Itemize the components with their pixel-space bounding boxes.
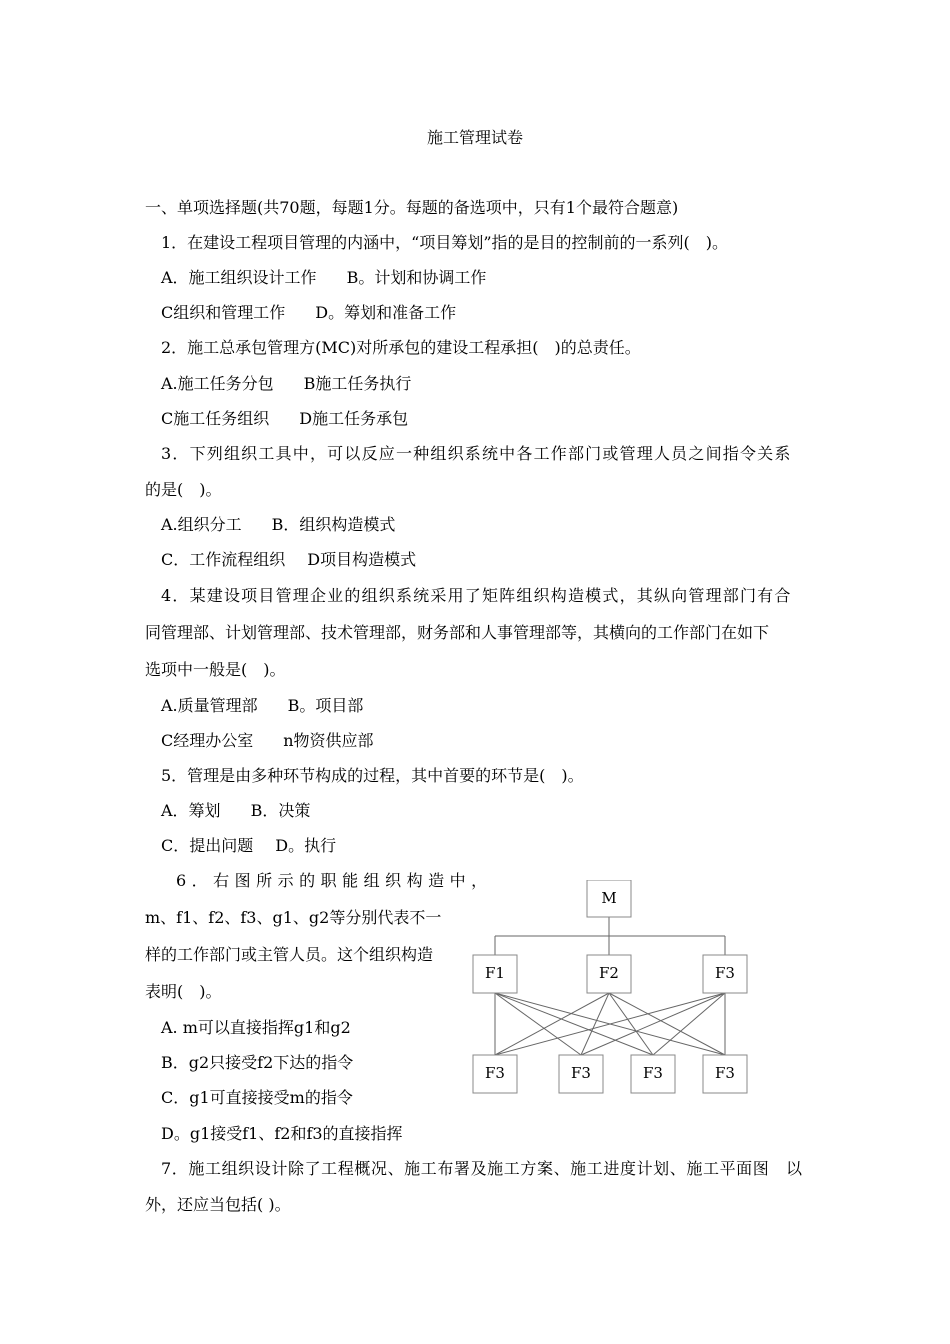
option-a: A．筹划	[161, 801, 221, 820]
option-a: A.质量管理部	[161, 696, 258, 715]
question-6-stem-line4: 表明( )。	[145, 982, 222, 1001]
section-heading: 一、单项选择题(共70题，每题1分。每题的备选项中，只有1个最符合题意)	[145, 198, 679, 217]
option-d: D。执行	[275, 836, 337, 855]
option-c: C．工作流程组织	[161, 550, 286, 569]
node-f3-label: F3	[715, 964, 735, 982]
question-2-options-ab	[161, 374, 411, 394]
question-1-options-cd	[161, 303, 456, 323]
option-c: C组织和管理工作	[161, 303, 286, 322]
question-6-option-b: B．g2只接受f2下达的指令	[161, 1053, 354, 1072]
question-6-stem-line1: 6．右图所示的职能组织构造中，	[176, 871, 493, 890]
option-b: B。计划和协调工作	[346, 268, 487, 287]
question-7-stem-line1: 7．施工组织设计除了工程概况、施工布署及施工方案、施工进度计划、施工平面图 以	[161, 1159, 803, 1178]
option-a: A．施工组织设计工作	[161, 268, 317, 287]
question-5-options-cd	[161, 836, 336, 856]
question-4-stem-line3: 选项中一般是( )。	[145, 660, 286, 679]
org-chart-diagram	[472, 880, 748, 1096]
page-title: 施工管理试卷	[426, 128, 523, 147]
node-f1-label: F1	[485, 964, 505, 982]
option-b: B．决策	[250, 801, 311, 820]
question-4-stem-line1: 4．某建设项目管理企业的组织系统采用了矩阵组织构造模式，其纵向管理部门有合	[161, 586, 792, 605]
option-b: B施工任务执行	[303, 374, 412, 393]
question-3-stem-line1: 3．下列组织工具中，可以反应一种组织系统中各工作部门或管理人员之间指令关系	[161, 444, 792, 463]
option-a: A.组织分工	[161, 515, 242, 534]
question-1-options-ab	[161, 268, 486, 288]
node-m-label: M	[601, 889, 617, 907]
question-3-stem-line2: 的是( )。	[145, 480, 222, 499]
option-c: C经理办公室	[161, 731, 254, 750]
option-d: D项目构造模式	[307, 550, 417, 569]
question-6-stem-line3: 样的工作部门或主管人员。这个组织构造	[145, 945, 434, 964]
node-g1-label: F3	[485, 1064, 505, 1082]
option-d: D施工任务承包	[299, 409, 409, 428]
option-c: C施工任务组织	[161, 409, 270, 428]
question-6-option-c: C．g1可直接接受m的指令	[161, 1088, 353, 1107]
question-5-stem: 5．管理是由多种环节构成的过程，其中首要的环节是( )。	[161, 766, 584, 785]
question-7-stem-line2: 外，还应当包括( )。	[145, 1195, 291, 1214]
option-b: B．组织构造模式	[271, 515, 396, 534]
option-d: n物资供应部	[283, 731, 374, 750]
question-1-stem: 1．在建设工程项目管理的内涵中，“项目筹划”指的是目的控制前的一系列( )。	[161, 233, 729, 252]
question-6-option-d: D。g1接受f1、f2和f3的直接指挥	[161, 1124, 403, 1143]
node-g4-label: F3	[715, 1064, 735, 1082]
question-6-option-a: A. m可以直接指挥g1和g2	[161, 1018, 351, 1037]
question-6-stem-line2: m、f1、f2、f3、g1、g2等分别代表不一	[145, 908, 442, 927]
question-2-options-cd	[161, 409, 408, 429]
question-3-options-cd	[161, 550, 416, 570]
question-4-stem-line2: 同管理部、计划管理部、技术管理部，财务部和人事管理部等，其横向的工作部门在如下	[145, 623, 770, 642]
option-d: D。筹划和准备工作	[315, 303, 457, 322]
node-g2-label: F3	[571, 1064, 591, 1082]
option-b: B。项目部	[287, 696, 364, 715]
question-4-options-cd	[161, 731, 374, 751]
node-g3-label: F3	[643, 1064, 663, 1082]
option-a: A.施工任务分包	[161, 374, 274, 393]
question-5-options-ab	[161, 801, 310, 821]
question-3-options-ab	[161, 515, 395, 535]
question-2-stem: 2．施工总承包管理方(MC)对所承包的建设工程承担( )的总责任。	[161, 338, 641, 357]
question-4-options-ab	[161, 696, 363, 716]
node-f2-label: F2	[599, 964, 619, 982]
option-c: C．提出问题	[161, 836, 254, 855]
